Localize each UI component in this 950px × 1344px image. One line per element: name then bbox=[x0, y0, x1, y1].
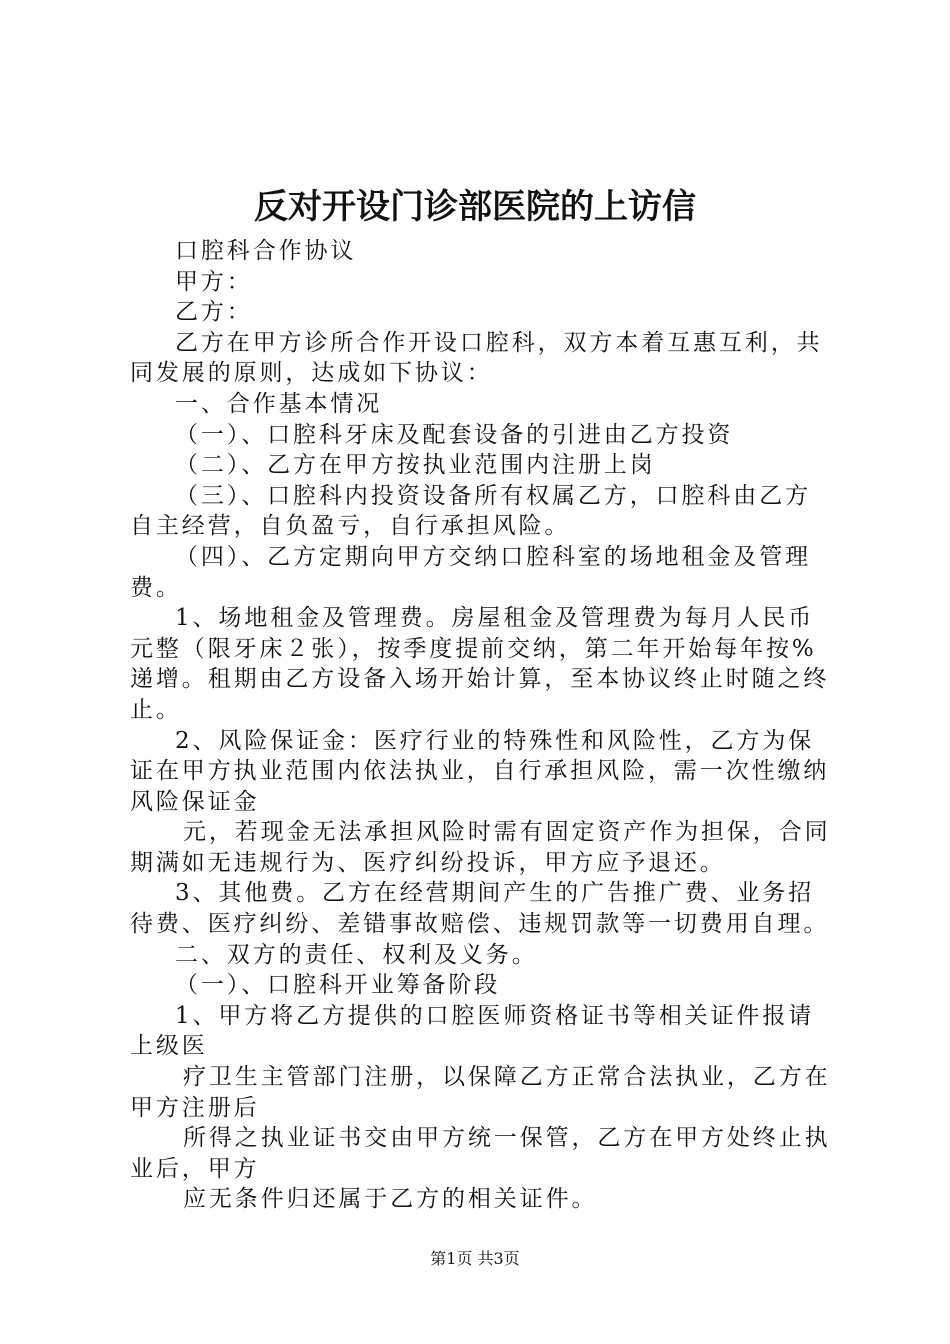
paragraph-registration-1: 1、甲方将乙方提供的口腔医师资格证书等相关证件报请上级医 bbox=[130, 1002, 815, 1060]
paragraph-other-fees: 3、其他费。乙方在经营期间产生的广告推广费、业务招待费、医疗纠纷、差错事故赔偿、违规罚款等一切费用自理。 bbox=[130, 880, 830, 938]
paragraph-party-b: 乙方： bbox=[175, 299, 253, 326]
paragraph-item-4: （四）、乙方定期向甲方交纳口腔科室的场地租金及管理费。 bbox=[130, 543, 811, 601]
paragraph-item-1: （一）、口腔科牙床及配套设备的引进由乙方投资 bbox=[175, 421, 734, 448]
paragraph-intro: 乙方在甲方诊所合作开设口腔科，双方本着互惠互利，共同发展的原则，达成如下协议： bbox=[130, 329, 823, 387]
paragraph-risk-deposit: 2、风险保证金：医疗行业的特殊性和风险性，乙方为保证在甲方执业范围内依法执业，自行承担风险，需一次性缴纳风险保证金 bbox=[130, 727, 830, 815]
paragraph-agreement-title: 口腔科合作协议 bbox=[175, 238, 357, 264]
paragraph-item-3: （三）、口腔科内投资设备所有权属乙方，口腔科由乙方自主经营，自负盈亏，自行承担风险。 bbox=[130, 482, 811, 540]
paragraph-risk-deposit-continued: 元，若现金无法承担风险时需有固定资产作为担保，合同期满如无违规行为、医疗纠纷投诉，甲方应予退还。 bbox=[130, 819, 831, 876]
paragraph-party-a: 甲方： bbox=[175, 268, 253, 295]
page-number-footer: 第1页 共3页 bbox=[430, 1249, 520, 1268]
paragraph-registration-3: 所得之执业证书交由甲方统一保管，乙方在甲方处终止执业后，甲方 bbox=[130, 1125, 831, 1182]
paragraph-item-2: （二）、乙方在甲方按执业范围内注册上岗 bbox=[175, 452, 656, 479]
paragraph-registration-2: 疗卫生主管部门注册，以保障乙方正常合法执业，乙方在甲方注册后 bbox=[130, 1064, 831, 1121]
section-heading-2: 二、双方的责任、权利及义务。 bbox=[175, 941, 538, 968]
document-body bbox=[130, 236, 835, 1215]
section-heading-1: 一、合作基本情况 bbox=[175, 390, 383, 417]
document-title: 反对开设门诊部医院的上访信 bbox=[254, 187, 696, 227]
paragraph-preparation-stage: （一）、口腔科开业筹备阶段 bbox=[175, 972, 501, 999]
paragraph-rent-fee: 1、场地租金及管理费。房屋租金及管理费为每月人民币元整（限牙床２张），按季度提前交纳，第二年开始每年按%递增。租期由乙方设备入场开始计算，至本协议终止时随之终止。 bbox=[130, 605, 830, 723]
paragraph-registration-4: 应无条件归还属于乙方的相关证件。 bbox=[183, 1186, 598, 1213]
